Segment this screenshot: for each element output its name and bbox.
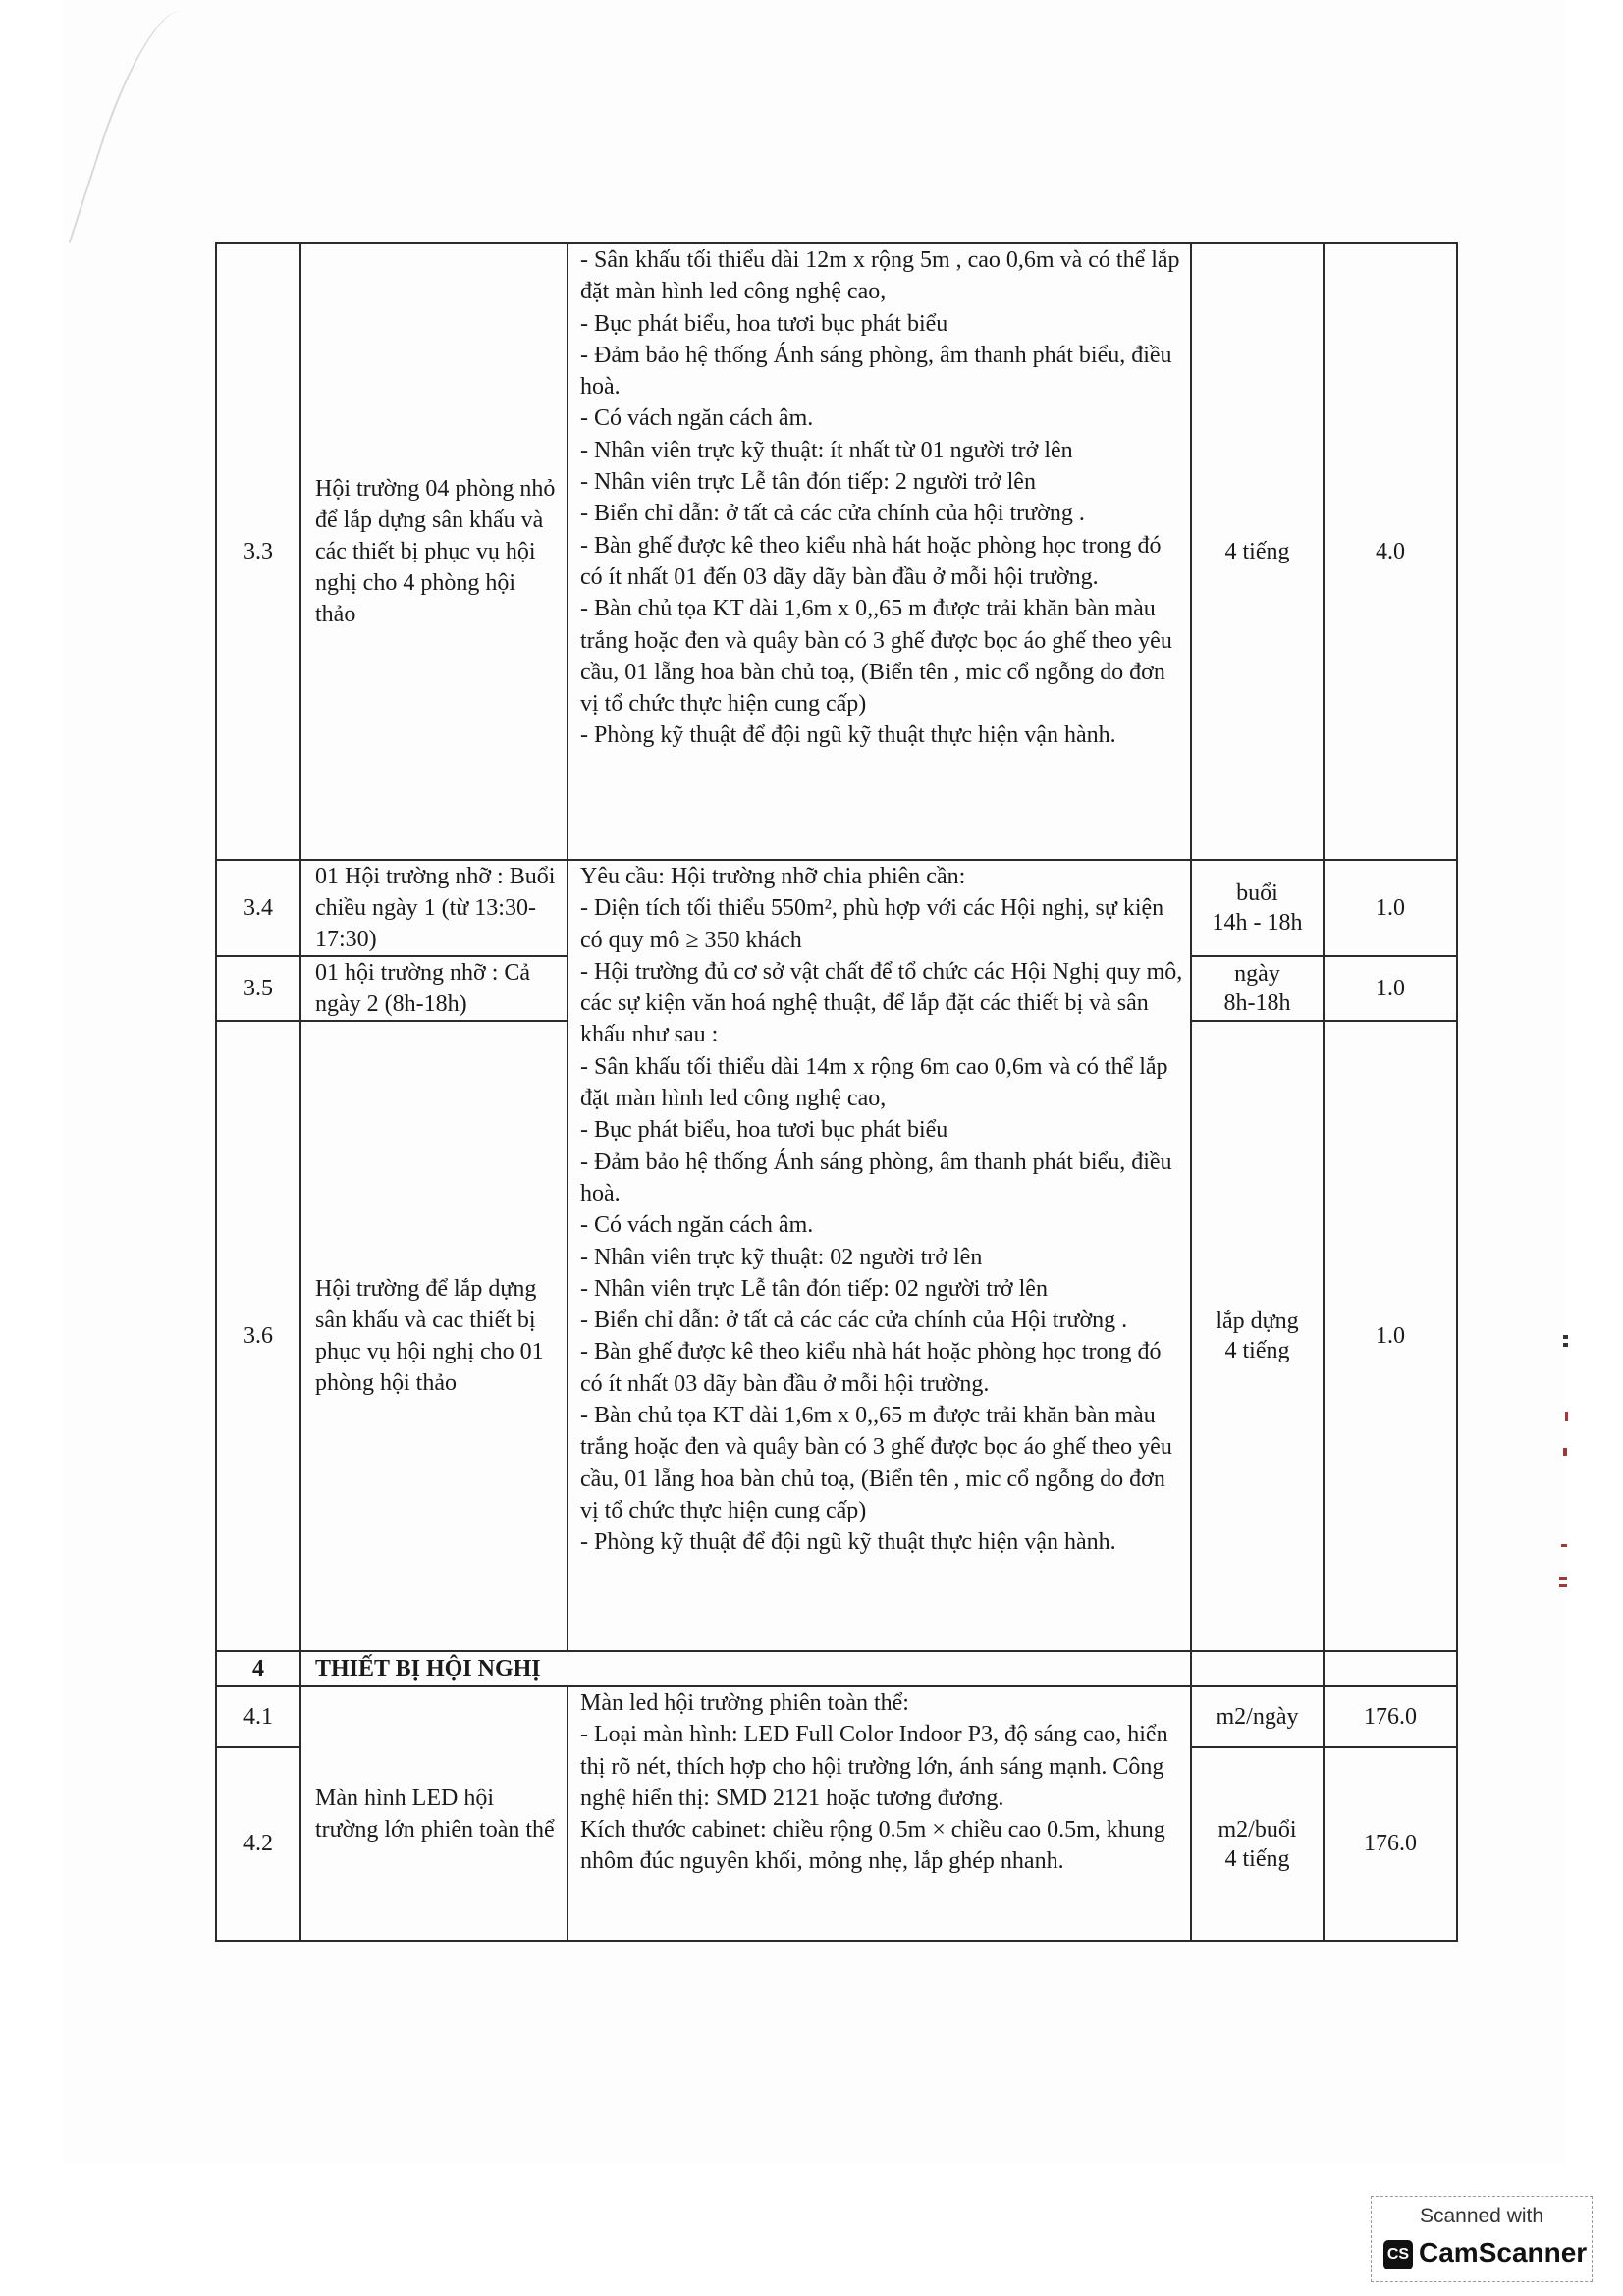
table-row xyxy=(216,1686,1457,1747)
table-row xyxy=(216,1651,1457,1686)
desc-line: Kích thước cabinet: chiều rộng 0.5m × chiều cao 0.5m, khung nhôm đúc nguyên khối, mỏng nhẹ, lắp ghép nhanh. xyxy=(580,1817,1165,1875)
desc-line: Màn led hội trường phiên toàn thể: xyxy=(580,1690,909,1716)
section-title: THIẾT BỊ HỘI NGHỊ xyxy=(300,1651,1191,1686)
desc-line: - Bàn chủ tọa KT dài 1,6m x 0,,65 m được trải khăn bàn màu trắng hoặc đen và quây bàn có 3 ghế được bọc áo ghế theo yêu cầu, 01 lẵng hoa bàn chủ toạ, (Biển tên , mic cổ ngỗng do đơn vị tổ chức thực hiện cung cấp) xyxy=(580,1403,1172,1523)
camscanner-logo-icon: CS xyxy=(1383,2240,1413,2269)
desc-line: - Nhân viên trực Lễ tân đón tiếp: 2 người trở lên xyxy=(580,469,1036,496)
quantity-cell: 1.0 xyxy=(1324,860,1457,956)
item-description xyxy=(568,243,1191,860)
margin-mark xyxy=(1563,1343,1568,1347)
margin-mark xyxy=(1559,1584,1567,1587)
table-row xyxy=(216,860,1457,956)
item-description xyxy=(568,1686,1191,1941)
quantity-cell: 4.0 xyxy=(1324,243,1457,860)
desc-line: - Nhân viên trực Lễ tân đón tiếp: 02 người trở lên xyxy=(580,1275,1048,1302)
desc-line: - Biển chỉ dẫn: ở tất cả các cửa chính của hội trường . xyxy=(580,501,1085,527)
margin-mark xyxy=(1565,1412,1568,1421)
unit-cell: 4 tiếng xyxy=(1191,243,1324,860)
desc-line: - Bàn ghế được kê theo kiểu nhà hát hoặc phòng học trong đó có ít nhất 01 đến 03 dãy dãy bàn đầu ở mỗi hội trường. xyxy=(580,532,1162,590)
row-number: 3.6 xyxy=(216,1021,300,1651)
camscanner-watermark xyxy=(1371,2196,1593,2282)
desc-line: Yêu cầu: Hội trường nhỡ chia phiên cần: xyxy=(580,864,966,889)
item-name: 01 hội trường nhỡ : Cả ngày 2 (8h-18h) xyxy=(300,956,568,1021)
unit-line: 14h - 18h xyxy=(1212,910,1303,935)
item-name: 01 Hội trường nhỡ : Buổi chiều ngày 1 (từ 13:30-17:30) xyxy=(300,860,568,956)
empty-cell xyxy=(1191,1651,1324,1686)
watermark-caption: Scanned with xyxy=(1419,2205,1544,2227)
empty-cell xyxy=(1324,1651,1457,1686)
unit-cell xyxy=(1191,1021,1324,1651)
desc-line: - Phòng kỹ thuật để đội ngũ kỹ thuật thực hiện vận hành. xyxy=(580,1529,1116,1556)
table-row xyxy=(216,243,1457,860)
item-description xyxy=(568,860,1191,1651)
unit-line: lắp dựng xyxy=(1216,1308,1299,1334)
unit-line: 4 tiếng xyxy=(1224,1338,1290,1363)
desc-line: - Nhân viên trực kỹ thuật: ít nhất từ 01 người trở lên xyxy=(580,437,1073,463)
desc-line: - Bàn chủ tọa KT dài 1,6m x 0,,65 m được trải khăn bàn màu trắng hoặc đen và quây bàn có 3 ghế được bọc áo ghế theo yêu cầu, 01 lẵng hoa bàn chủ toạ, (Biển tên , mic cổ ngỗng do đơn vị tổ chức thực hiện cung cấp) xyxy=(580,596,1172,718)
unit-cell xyxy=(1191,860,1324,956)
unit-cell xyxy=(1191,1747,1324,1941)
quantity-cell: 176.0 xyxy=(1324,1686,1457,1747)
unit-line: 8h-18h xyxy=(1223,990,1291,1016)
desc-line: - Bục phát biểu, hoa tươi bục phát biểu xyxy=(580,1117,948,1144)
item-name: Hội trường để lắp dựng sân khấu và cac thiết bị phục vụ hội nghị cho 01 phòng hội thảo xyxy=(300,1021,568,1651)
margin-mark xyxy=(1563,1335,1568,1339)
desc-line: - Biển chỉ dẫn: ở tất cả các các cửa chính của Hội trường . xyxy=(580,1308,1128,1334)
row-number: 4.1 xyxy=(216,1686,300,1747)
unit-cell: m2/ngày xyxy=(1191,1686,1324,1747)
desc-line: - Sân khấu tối thiểu dài 14m x rộng 6m cao 0,6m và có thể lắp đặt màn hình led công nghệ cao, xyxy=(580,1053,1168,1112)
desc-line: - Hội trường đủ cơ sở vật chất để tổ chức các Hội Nghị quy mô, các sự kiện văn hoá nghệ thuật, để lắp đặt các thiết bị và sân khấu như sau : xyxy=(580,958,1183,1048)
desc-line: - Bàn ghế được kê theo kiểu nhà hát hoặc phòng học trong đó có ít nhất 03 dãy bàn đầu ở mỗi hội trường. xyxy=(580,1339,1162,1397)
desc-line: - Phòng kỹ thuật để đội ngũ kỹ thuật thực hiện vận hành. xyxy=(580,722,1116,749)
row-number: 3.4 xyxy=(216,860,300,956)
margin-mark xyxy=(1561,1544,1567,1547)
quantity-cell: 1.0 xyxy=(1324,1021,1457,1651)
desc-line: - Diện tích tối thiểu 550m², phù hợp với các Hội nghị, sự kiện có quy mô ≥ 350 khách xyxy=(580,895,1164,953)
desc-line: - Loại màn hình: LED Full Color Indoor P3, độ sáng cao, hiển thị rõ nét, thích hợp cho hội trường lớn, ánh sáng mạnh. Công nghệ hiển thị: SMD 2121 hoặc tương đương. xyxy=(580,1722,1168,1811)
unit-line: m2/buổi xyxy=(1217,1816,1297,1842)
specification-table xyxy=(215,242,1458,1942)
row-number: 3.5 xyxy=(216,956,300,1021)
row-number: 4.2 xyxy=(216,1747,300,1941)
desc-line: - Đảm bảo hệ thống Ánh sáng phòng, âm thanh phát biểu, điều hoà. xyxy=(580,342,1172,400)
item-name: Hội trường 04 phòng nhỏ để lắp dựng sân khấu và các thiết bị phục vụ hội nghị cho 4 phòng hội thảo xyxy=(300,243,568,860)
watermark-brand: CamScanner xyxy=(1419,2237,1588,2268)
unit-line: ngày xyxy=(1234,961,1280,987)
quantity-cell: 1.0 xyxy=(1324,956,1457,1021)
margin-mark xyxy=(1559,1577,1567,1580)
desc-line: - Nhân viên trực kỹ thuật: 02 người trở lên xyxy=(580,1244,983,1270)
desc-line: - Bục phát biểu, hoa tươi bục phát biểu xyxy=(580,310,948,337)
unit-line: 4 tiếng xyxy=(1224,1845,1290,1872)
desc-line: - Có vách ngăn cách âm. xyxy=(580,405,814,432)
margin-mark xyxy=(1563,1448,1567,1456)
unit-cell xyxy=(1191,956,1324,1021)
desc-line: - Đảm bảo hệ thống Ánh sáng phòng, âm thanh phát biểu, điều hoà. xyxy=(580,1148,1172,1206)
desc-line: - Có vách ngăn cách âm. xyxy=(580,1212,814,1239)
section-number: 4 xyxy=(216,1651,300,1686)
desc-line: - Sân khấu tối thiểu dài 12m x rộng 5m , cao 0,6m và có thể lắp đặt màn hình led công nghệ cao, xyxy=(580,247,1180,305)
row-number: 3.3 xyxy=(216,243,300,860)
unit-line: buổi xyxy=(1236,881,1278,906)
item-name: Màn hình LED hội trường lớn phiên toàn thể xyxy=(300,1686,568,1941)
quantity-cell: 176.0 xyxy=(1324,1747,1457,1941)
